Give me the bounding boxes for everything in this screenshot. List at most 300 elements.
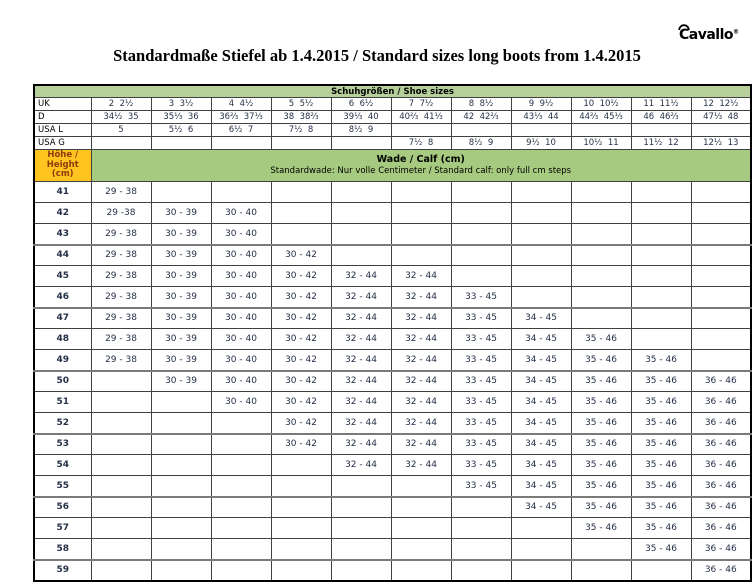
size-value-cell (91, 137, 151, 150)
size-value-cell: 6 6½ (331, 98, 391, 111)
size-value-cell: 12½ 13 (691, 137, 751, 150)
calf-range-cell: 33 - 45 (451, 287, 511, 308)
calf-range-cell (331, 245, 391, 266)
calf-range-cell (691, 266, 751, 287)
height-row (34, 308, 751, 329)
height-cell: 53 (34, 434, 91, 455)
height-row (34, 413, 751, 434)
height-row (34, 203, 751, 224)
calf-header-row (34, 150, 751, 182)
height-cell: 45 (34, 266, 91, 287)
size-value-cell: 10½ 11 (571, 137, 631, 150)
calf-range-cell: 30 - 39 (151, 203, 211, 224)
calf-range-cell (631, 203, 691, 224)
calf-range-cell: 30 - 42 (271, 413, 331, 434)
calf-range-cell: 34 - 45 (511, 350, 571, 371)
calf-range-cell: 35 - 46 (571, 392, 631, 413)
height-row (34, 350, 751, 371)
calf-range-cell: 35 - 46 (631, 371, 691, 392)
calf-range-cell: 32 - 44 (391, 266, 451, 287)
calf-range-cell: 30 - 39 (151, 350, 211, 371)
calf-range-cell (331, 560, 391, 581)
size-value-cell: 38 38⅔ (271, 111, 331, 124)
calf-range-cell (151, 560, 211, 581)
calf-range-cell: 35 - 46 (571, 497, 631, 518)
calf-range-cell: 35 - 46 (571, 476, 631, 497)
calf-range-cell: 30 - 42 (271, 287, 331, 308)
calf-range-cell: 32 - 44 (331, 392, 391, 413)
calf-range-cell: 30 - 42 (271, 350, 331, 371)
size-value-cell: 44⅔ 45⅓ (571, 111, 631, 124)
calf-range-cell: 29 - 38 (91, 308, 151, 329)
calf-range-cell: 30 - 40 (211, 371, 271, 392)
size-value-cell: 43⅓ 44 (511, 111, 571, 124)
size-value-cell: 4 4½ (211, 98, 271, 111)
calf-range-cell: 33 - 45 (451, 413, 511, 434)
size-value-cell: 36⅔ 37⅓ (211, 111, 271, 124)
size-value-cell: 7 7½ (391, 98, 451, 111)
boot-size-table (33, 84, 752, 582)
calf-range-cell: 36 - 46 (691, 434, 751, 455)
height-cell: 54 (34, 455, 91, 476)
calf-range-cell: 30 - 39 (151, 224, 211, 245)
calf-range-cell: 30 - 40 (211, 245, 271, 266)
calf-range-cell: 29 - 38 (91, 287, 151, 308)
calf-header-title: Wade / Calf (cm) (376, 154, 465, 165)
calf-range-cell: 29 -38 (91, 203, 151, 224)
calf-range-cell: 35 - 46 (571, 518, 631, 539)
height-cell: 49 (34, 350, 91, 371)
calf-range-cell (211, 539, 271, 560)
calf-range-cell (451, 518, 511, 539)
calf-range-cell: 35 - 46 (571, 350, 631, 371)
calf-range-cell: 34 - 45 (511, 476, 571, 497)
calf-range-cell: 30 - 42 (271, 371, 331, 392)
calf-range-cell: 35 - 46 (571, 413, 631, 434)
calf-range-cell: 36 - 46 (691, 518, 751, 539)
size-value-cell (511, 124, 571, 137)
calf-range-cell: 36 - 46 (691, 539, 751, 560)
size-value-cell: 10 10½ (571, 98, 631, 111)
calf-range-cell (211, 476, 271, 497)
calf-range-cell (151, 539, 211, 560)
calf-range-cell: 30 - 39 (151, 266, 211, 287)
calf-range-cell: 34 - 45 (511, 329, 571, 350)
calf-range-cell (511, 560, 571, 581)
calf-range-cell (211, 497, 271, 518)
calf-range-cell: 32 - 44 (331, 371, 391, 392)
height-cell: 48 (34, 329, 91, 350)
calf-range-cell (571, 203, 631, 224)
calf-range-cell: 32 - 44 (391, 392, 451, 413)
calf-range-cell: 32 - 44 (331, 287, 391, 308)
calf-range-cell: 34 - 45 (511, 308, 571, 329)
calf-range-cell (151, 413, 211, 434)
calf-range-cell (571, 539, 631, 560)
calf-range-cell: 32 - 44 (391, 371, 451, 392)
calf-range-cell (631, 560, 691, 581)
calf-range-cell (331, 182, 391, 203)
calf-range-cell (691, 308, 751, 329)
calf-range-cell (391, 518, 451, 539)
calf-range-cell (91, 392, 151, 413)
calf-range-cell: 29 - 38 (91, 329, 151, 350)
calf-range-cell: 36 - 46 (691, 497, 751, 518)
calf-range-cell (691, 224, 751, 245)
size-value-cell (331, 137, 391, 150)
calf-range-cell (91, 518, 151, 539)
calf-range-cell (331, 476, 391, 497)
height-row (34, 455, 751, 476)
height-row (34, 182, 751, 203)
calf-range-cell: 33 - 45 (451, 476, 511, 497)
calf-range-cell (271, 476, 331, 497)
calf-range-cell: 36 - 46 (691, 476, 751, 497)
calf-range-cell: 30 - 42 (271, 392, 331, 413)
calf-range-cell: 35 - 46 (631, 413, 691, 434)
calf-range-cell (211, 455, 271, 476)
calf-range-cell: 30 - 40 (211, 392, 271, 413)
calf-range-cell: 35 - 46 (571, 434, 631, 455)
calf-range-cell: 35 - 46 (631, 434, 691, 455)
calf-range-cell (271, 182, 331, 203)
size-value-cell: 8½ 9 (451, 137, 511, 150)
height-cell: 58 (34, 539, 91, 560)
calf-range-cell: 35 - 46 (571, 455, 631, 476)
calf-range-cell: 32 - 44 (391, 329, 451, 350)
calf-range-cell: 34 - 45 (511, 434, 571, 455)
calf-range-cell: 30 - 39 (151, 371, 211, 392)
calf-range-cell: 33 - 45 (451, 329, 511, 350)
height-row (34, 476, 751, 497)
calf-range-cell (571, 308, 631, 329)
size-value-cell: 7½ 8 (271, 124, 331, 137)
size-value-cell: 9½ 10 (511, 137, 571, 150)
calf-range-cell: 34 - 45 (511, 392, 571, 413)
calf-range-cell (391, 497, 451, 518)
calf-range-cell (211, 518, 271, 539)
calf-range-cell: 33 - 45 (451, 371, 511, 392)
calf-range-cell: 35 - 46 (631, 350, 691, 371)
calf-range-cell (451, 224, 511, 245)
size-value-cell: 3 3½ (151, 98, 211, 111)
height-cell: 51 (34, 392, 91, 413)
calf-range-cell: 30 - 40 (211, 350, 271, 371)
size-value-cell (151, 137, 211, 150)
height-cell: 47 (34, 308, 91, 329)
calf-range-cell: 32 - 44 (331, 434, 391, 455)
shoe-sizes-header-row (34, 85, 751, 98)
height-header-line2: Height (46, 159, 79, 170)
calf-range-cell: 30 - 40 (211, 266, 271, 287)
calf-range-cell (511, 266, 571, 287)
calf-range-cell (211, 182, 271, 203)
height-cell: 41 (34, 182, 91, 203)
calf-range-cell: 32 - 44 (391, 350, 451, 371)
size-value-cell: 42 42⅔ (451, 111, 511, 124)
calf-range-cell (391, 539, 451, 560)
size-value-cell: 39⅓ 40 (331, 111, 391, 124)
calf-range-cell (451, 245, 511, 266)
calf-range-cell (211, 413, 271, 434)
calf-range-cell: 30 - 39 (151, 308, 211, 329)
calf-range-cell (451, 266, 511, 287)
calf-range-cell: 32 - 44 (331, 329, 391, 350)
calf-range-cell (571, 560, 631, 581)
calf-range-cell: 30 - 42 (271, 329, 331, 350)
size-value-cell: 7½ 8 (391, 137, 451, 150)
calf-range-cell: 35 - 46 (631, 518, 691, 539)
size-value-cell: 35⅓ 36 (151, 111, 211, 124)
calf-range-cell (631, 182, 691, 203)
calf-range-cell: 33 - 45 (451, 455, 511, 476)
calf-range-cell (331, 224, 391, 245)
calf-range-cell (511, 224, 571, 245)
calf-range-cell (271, 224, 331, 245)
size-system-label: UK (34, 98, 91, 111)
calf-range-cell (511, 287, 571, 308)
calf-range-cell (631, 224, 691, 245)
calf-range-cell (331, 518, 391, 539)
calf-range-cell: 29 - 38 (91, 266, 151, 287)
page-title: Standardmaße Stiefel ab 1.4.2015 / Standard sizes long boots from 1.4.2015 (113, 46, 641, 65)
height-row (34, 539, 751, 560)
calf-range-cell (391, 182, 451, 203)
size-system-row (34, 137, 751, 150)
height-row (34, 392, 751, 413)
calf-range-cell: 30 - 42 (271, 434, 331, 455)
calf-range-cell (571, 224, 631, 245)
calf-range-cell (571, 182, 631, 203)
calf-header-subtitle: Standardwade: Nur volle Centimeter / Standard calf: only full cm steps (270, 166, 572, 176)
calf-range-cell: 32 - 44 (391, 308, 451, 329)
calf-range-cell (451, 539, 511, 560)
size-system-row (34, 98, 751, 111)
calf-range-cell (271, 518, 331, 539)
size-value-cell: 34½ 35 (91, 111, 151, 124)
calf-range-cell (691, 287, 751, 308)
calf-range-cell (691, 350, 751, 371)
calf-range-cell: 30 - 40 (211, 329, 271, 350)
calf-range-cell: 35 - 46 (631, 476, 691, 497)
calf-range-cell: 30 - 40 (211, 287, 271, 308)
calf-range-cell (691, 182, 751, 203)
calf-range-cell: 33 - 45 (451, 308, 511, 329)
height-row (34, 371, 751, 392)
calf-range-cell (331, 497, 391, 518)
calf-range-cell (271, 455, 331, 476)
calf-range-cell: 36 - 46 (691, 455, 751, 476)
calf-range-cell: 34 - 45 (511, 371, 571, 392)
size-value-cell (391, 124, 451, 137)
calf-range-cell: 34 - 45 (511, 455, 571, 476)
calf-range-cell (331, 539, 391, 560)
height-cell: 44 (34, 245, 91, 266)
calf-range-cell (271, 203, 331, 224)
calf-range-cell (631, 329, 691, 350)
calf-range-cell: 30 - 42 (271, 245, 331, 266)
calf-range-cell (391, 245, 451, 266)
calf-range-cell (511, 539, 571, 560)
calf-range-cell: 33 - 45 (451, 434, 511, 455)
calf-range-cell: 30 - 40 (211, 203, 271, 224)
calf-range-cell: 32 - 44 (391, 413, 451, 434)
size-value-cell: 11 11½ (631, 98, 691, 111)
height-cell: 59 (34, 560, 91, 581)
calf-range-cell: 29 - 38 (91, 224, 151, 245)
calf-range-cell: 36 - 46 (691, 560, 751, 581)
size-value-cell: 9 9½ (511, 98, 571, 111)
calf-range-cell: 32 - 44 (331, 455, 391, 476)
height-cell: 55 (34, 476, 91, 497)
calf-range-cell (91, 560, 151, 581)
height-row (34, 560, 751, 581)
calf-range-cell (151, 392, 211, 413)
height-cell: 52 (34, 413, 91, 434)
calf-range-cell (151, 518, 211, 539)
height-row (34, 287, 751, 308)
calf-range-cell: 30 - 42 (271, 308, 331, 329)
size-system-row (34, 111, 751, 124)
height-cell: 56 (34, 497, 91, 518)
calf-range-cell (91, 413, 151, 434)
calf-range-cell: 32 - 44 (391, 434, 451, 455)
calf-range-cell (91, 539, 151, 560)
height-header-line3: (cm) (51, 169, 74, 180)
calf-range-cell (511, 182, 571, 203)
calf-range-cell: 29 - 38 (91, 182, 151, 203)
calf-range-cell (571, 245, 631, 266)
calf-range-cell: 36 - 46 (691, 371, 751, 392)
calf-range-cell: 30 - 40 (211, 308, 271, 329)
calf-range-cell: 30 - 39 (151, 287, 211, 308)
horseshoe-icon (678, 23, 690, 30)
registered-mark: ® (733, 28, 739, 36)
calf-range-cell (391, 476, 451, 497)
calf-range-cell: 30 - 40 (211, 224, 271, 245)
calf-range-cell: 33 - 45 (451, 392, 511, 413)
height-cell: 57 (34, 518, 91, 539)
height-row (34, 497, 751, 518)
calf-range-cell (271, 497, 331, 518)
calf-range-cell: 35 - 46 (631, 455, 691, 476)
calf-range-cell (571, 266, 631, 287)
calf-range-cell (211, 434, 271, 455)
calf-range-cell (151, 455, 211, 476)
height-row (34, 434, 751, 455)
calf-range-cell: 35 - 46 (631, 539, 691, 560)
calf-range-cell: 29 - 38 (91, 350, 151, 371)
calf-column-header (91, 150, 751, 182)
calf-range-cell (91, 497, 151, 518)
height-row (34, 266, 751, 287)
calf-range-cell: 32 - 44 (331, 350, 391, 371)
calf-range-cell: 35 - 46 (631, 392, 691, 413)
height-column-header (34, 150, 91, 182)
calf-range-cell (391, 203, 451, 224)
calf-range-cell: 35 - 46 (571, 329, 631, 350)
calf-range-cell (151, 182, 211, 203)
calf-range-cell (391, 224, 451, 245)
size-value-cell (211, 137, 271, 150)
calf-range-cell: 29 - 38 (91, 245, 151, 266)
size-system-label: USA G (34, 137, 91, 150)
height-row (34, 518, 751, 539)
height-cell: 43 (34, 224, 91, 245)
calf-range-cell (211, 560, 271, 581)
calf-range-cell (451, 203, 511, 224)
calf-range-cell: 34 - 45 (511, 497, 571, 518)
cavallo-logo (679, 27, 739, 43)
calf-range-cell (451, 560, 511, 581)
size-value-cell: 8 8½ (451, 98, 511, 111)
calf-range-cell (691, 203, 751, 224)
size-value-cell: 5 5½ (271, 98, 331, 111)
size-value-cell (451, 124, 511, 137)
calf-range-cell (91, 434, 151, 455)
calf-range-cell: 32 - 44 (331, 266, 391, 287)
height-cell: 50 (34, 371, 91, 392)
height-row (34, 224, 751, 245)
size-value-cell: 12 12½ (691, 98, 751, 111)
size-value-cell (691, 124, 751, 137)
calf-range-cell: 30 - 39 (151, 245, 211, 266)
height-row (34, 245, 751, 266)
height-cell: 46 (34, 287, 91, 308)
calf-range-cell (271, 539, 331, 560)
calf-range-cell (451, 497, 511, 518)
size-value-cell: 6½ 7 (211, 124, 271, 137)
size-value-cell: 2 2½ (91, 98, 151, 111)
calf-range-cell: 35 - 46 (571, 371, 631, 392)
size-system-label: D (34, 111, 91, 124)
calf-range-cell: 32 - 44 (331, 308, 391, 329)
calf-range-cell (511, 518, 571, 539)
calf-range-cell (631, 245, 691, 266)
calf-range-cell: 30 - 42 (271, 266, 331, 287)
calf-range-cell (91, 455, 151, 476)
calf-range-cell (571, 287, 631, 308)
calf-range-cell (91, 371, 151, 392)
size-value-cell (571, 124, 631, 137)
height-header-line1: Höhe / (47, 150, 79, 161)
calf-range-cell (631, 308, 691, 329)
size-value-cell: 46 46⅔ (631, 111, 691, 124)
calf-range-cell: 33 - 45 (451, 350, 511, 371)
height-row (34, 329, 751, 350)
calf-range-cell (631, 287, 691, 308)
size-value-cell: 11½ 12 (631, 137, 691, 150)
shoe-sizes-header: Schuhgrößen / Shoe sizes (34, 85, 751, 98)
calf-range-cell (511, 245, 571, 266)
calf-range-cell: 34 - 45 (511, 413, 571, 434)
size-value-cell: 8½ 9 (331, 124, 391, 137)
size-system-label: USA L (34, 124, 91, 137)
size-value-cell (631, 124, 691, 137)
calf-range-cell (451, 182, 511, 203)
calf-range-cell (511, 203, 571, 224)
height-cell: 42 (34, 203, 91, 224)
size-value-cell: 5 (91, 124, 151, 137)
size-value-cell: 5½ 6 (151, 124, 211, 137)
calf-range-cell (631, 266, 691, 287)
calf-range-cell: 36 - 46 (691, 413, 751, 434)
calf-range-cell: 35 - 46 (631, 497, 691, 518)
calf-range-cell (91, 476, 151, 497)
calf-range-cell: 32 - 44 (391, 287, 451, 308)
calf-range-cell (271, 560, 331, 581)
calf-range-cell: 30 - 39 (151, 329, 211, 350)
